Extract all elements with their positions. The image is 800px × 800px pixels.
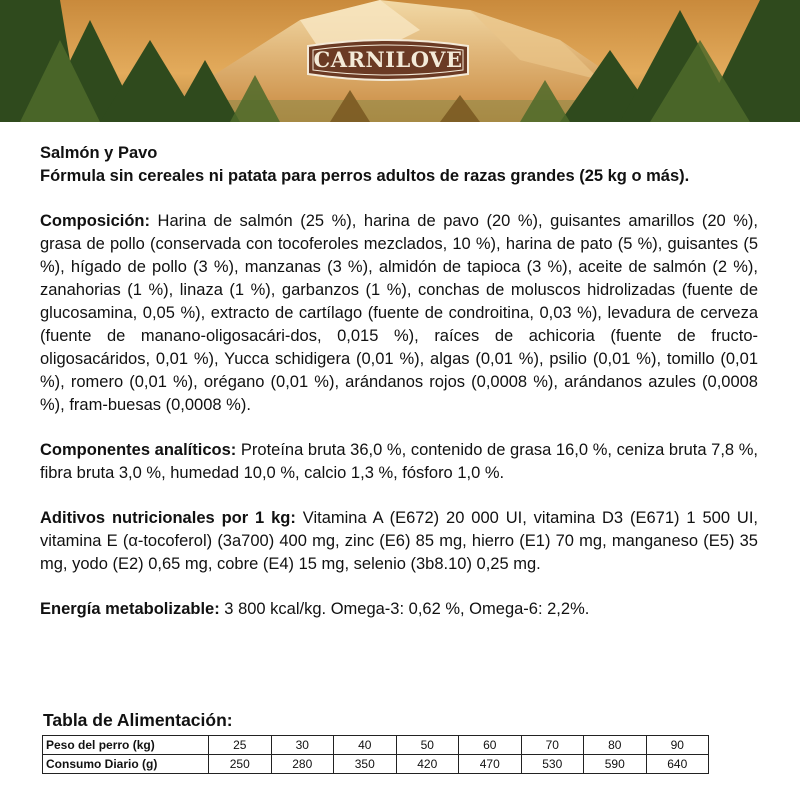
daily-cell: 420 (396, 755, 459, 774)
weight-cell: 50 (396, 736, 459, 755)
product-description (40, 142, 758, 621)
weight-cell: 90 (646, 736, 709, 755)
table-row-daily (43, 755, 709, 774)
analytical-paragraph (40, 439, 758, 485)
product-name: Salmón y Pavo (40, 144, 158, 162)
weight-cell: 25 (209, 736, 272, 755)
additives-paragraph (40, 507, 758, 576)
table-row-weight (43, 736, 709, 755)
header-banner (0, 0, 800, 122)
logo-text: CARNILOVE (313, 47, 463, 72)
analytical-label: Componentes analíticos: (40, 441, 237, 459)
weight-cell: 80 (584, 736, 647, 755)
daily-cell: 590 (584, 755, 647, 774)
daily-cell: 640 (646, 755, 709, 774)
composition-label: Composición: (40, 212, 150, 230)
weight-cell: 60 (459, 736, 522, 755)
additives-text: Vitamina A (E672) 20 000 UI, vitamina D3 (E671) 1 500 UI, vitamina E (α-tocoferol) (3a700) 400 mg, zinc (E6) 85 mg, hierro (E1) 70 mg, manganeso (E5) 35 mg, yodo (E2) 0,65 mg, cobre (E4) 15 mg, selenio (3b8.10) 0,25 mg. (40, 509, 758, 573)
energy-text: 3 800 kcal/kg. Omega-3: 0,62 %, Omega-6: 2,2%. (219, 600, 590, 618)
row-label-weight: Peso del perro (kg) (43, 736, 209, 755)
feeding-table (42, 735, 709, 774)
energy-label: Energía metabolizable: (40, 600, 220, 618)
product-subtitle: Fórmula sin cereales ni patata para perros adultos de razas grandes (25 kg o más). (40, 167, 690, 185)
additives-label: Aditivos nutricionales por 1 kg: (40, 509, 296, 527)
row-label-daily: Consumo Diario (g) (43, 755, 209, 774)
weight-cell: 70 (521, 736, 584, 755)
daily-cell: 280 (271, 755, 334, 774)
brand-logo (302, 36, 474, 84)
energy-paragraph (40, 598, 758, 621)
analytical-text: Proteína bruta 36,0 %, contenido de grasa 16,0 %, ceniza bruta 7,8 %, fibra bruta 3,0 %, humedad 10,0 %, calcio 1,3 %, fósforo 1,0 %. (40, 441, 759, 482)
weight-cell: 40 (334, 736, 397, 755)
daily-cell: 470 (459, 755, 522, 774)
daily-cell: 530 (521, 755, 584, 774)
feeding-table-title: Tabla de Alimentación: (43, 710, 233, 730)
composition-text: Harina de salmón (25 %), harina de pavo (20 %), guisantes amarillos (20 %), grasa de pollo (conservada con tocoferoles mezclados, 10 %), harina de pato (5 %), guisantes (5 %), hígado de pollo (3 %), manzanas (3 %), almidón de tapioca (3 %), aceite de salmón (2 %), zanahorias (1 %), linaza (1 %), garbanzos (1 %), conchas de moluscos hidrolizadas (fuente de glucosamina, 0,05 %), extracto de cartílago (fuente de condroitina, 0,03 %), levadura de cerveza (fuente de manano-oligosacári-dos, 0,015 %), raíces de achicoria (fuente de fructo-oligosacáridos, 0,01 %), Yucca schidigera (0,01 %), algas (0,01 %), psilio (0,01 %), tomillo (0,01 %), romero (0,01 %), orégano (0,01 %), arándanos rojos (0,0008 %), arándanos azules (0,0008 %), fram-buesas (0,0008 %). (40, 212, 758, 414)
daily-cell: 250 (209, 755, 272, 774)
weight-cell: 30 (271, 736, 334, 755)
composition-paragraph (40, 210, 758, 417)
daily-cell: 350 (334, 755, 397, 774)
